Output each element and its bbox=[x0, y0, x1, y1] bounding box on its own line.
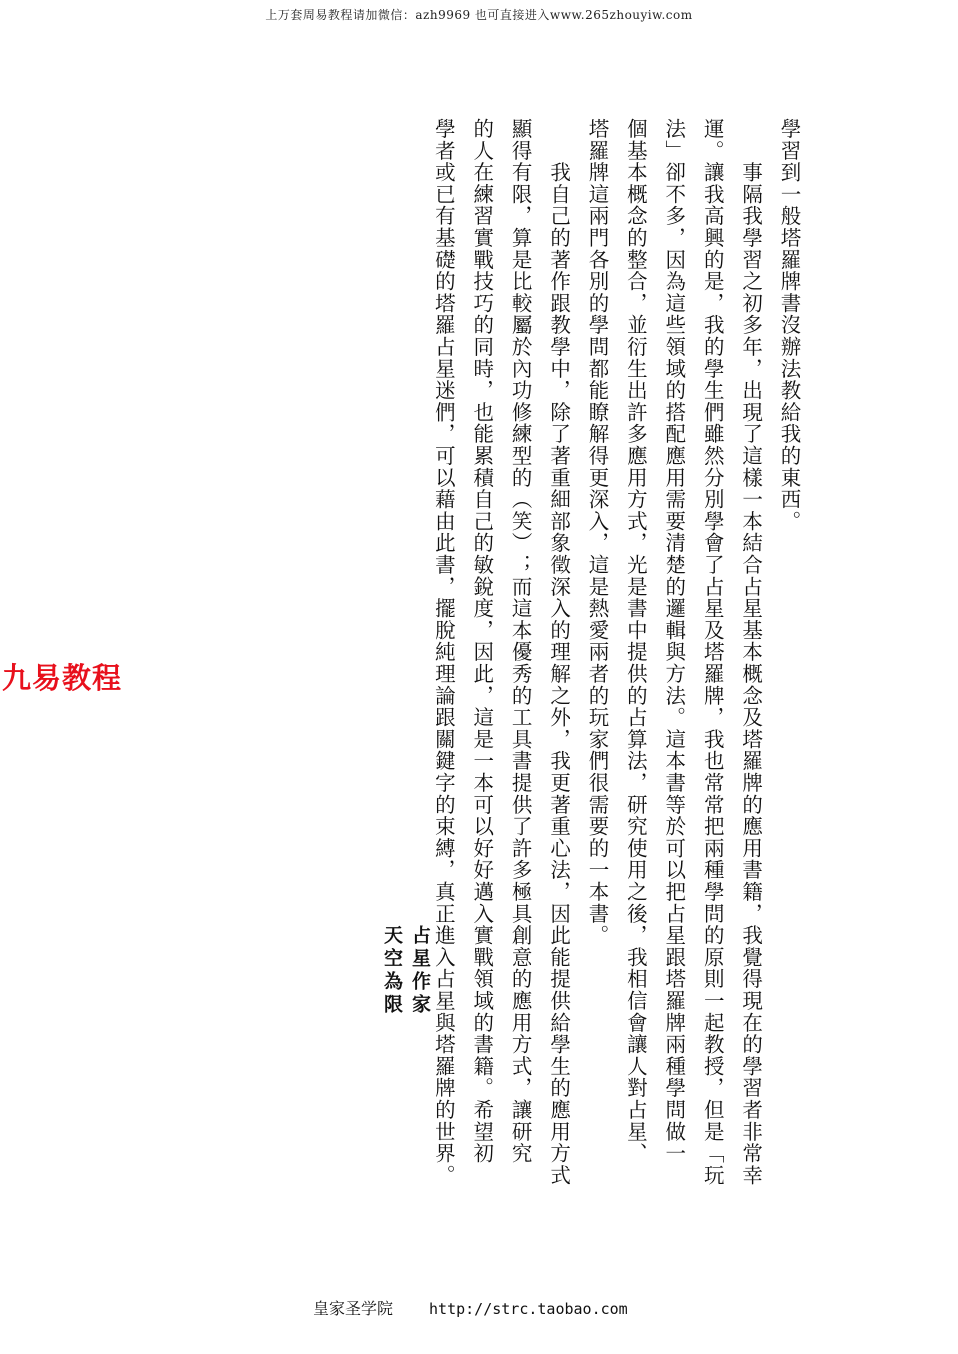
preface-body bbox=[424, 118, 808, 1187]
text-line: 法」卻不多，因為這些領域的搭配應用需要清楚的邏輯與方法。這本書等於可以把占星跟塔羅牌兩種學問做一 bbox=[661, 118, 686, 1165]
author-name: 天空為限 bbox=[381, 925, 403, 1017]
text-line: 學習到一般塔羅牌書沒辦法教給我的東西。 bbox=[777, 118, 801, 533]
text-line: 塔羅牌這兩門各別的學問都能瞭解得更深入，這是熱愛兩者的玩家們很需要的一本書。 bbox=[584, 118, 609, 947]
footer bbox=[313, 1296, 628, 1319]
text-line: 顯得有限，算是比較屬於內功修練型的（笑）；而這本優秀的工具書提供了許多極具創意的應用方式，讓研究 bbox=[508, 118, 533, 1165]
text-line: 運。讓我高興的是，我的學生們雖然分別學會了占星及塔羅牌，我也常常把兩種學問的原則一起教授，但是「玩 bbox=[700, 118, 725, 1187]
footer-name: 皇家圣学院 bbox=[313, 1299, 394, 1318]
text-line: 個基本概念的整合，並衍生出許多應用方式，光是書中提供的占算法，研究使用之後，我相信會讓人對占星、 bbox=[623, 118, 648, 1165]
text-line: 學者或已有基礎的塔羅占星迷們，可以藉由此書，擺脫純理論跟關鍵字的束縛，真正進入占星與塔羅牌的世界。 bbox=[431, 118, 456, 1187]
header-note: 上万套周易教程请加微信：azh9969 也可直接进入www.265zhouyiw.com bbox=[265, 8, 693, 22]
author-signature bbox=[378, 925, 434, 1017]
author-title: 占星作家 bbox=[409, 925, 431, 1017]
text-line: 我自己的著作跟教學中，除了著重細部象徵深入的理解之外，我更著重心法，因此能提供給學生的應用方式 bbox=[546, 118, 571, 1187]
watermark-logo: 九易教程 bbox=[2, 661, 123, 695]
text-line: 的人在練習實戰技巧的同時，也能累積自己的敏銳度，因此，這是一本可以好好邁入實戰領域的書籍。希望初 bbox=[469, 118, 494, 1165]
footer-url[interactable]: http://strc.taobao.com bbox=[429, 1300, 628, 1318]
text-line: 事隔我學習之初多年，出現了這樣一本結合占星基本概念及塔羅牌的應用書籍，我覺得現在的學習者非常幸 bbox=[738, 118, 763, 1187]
